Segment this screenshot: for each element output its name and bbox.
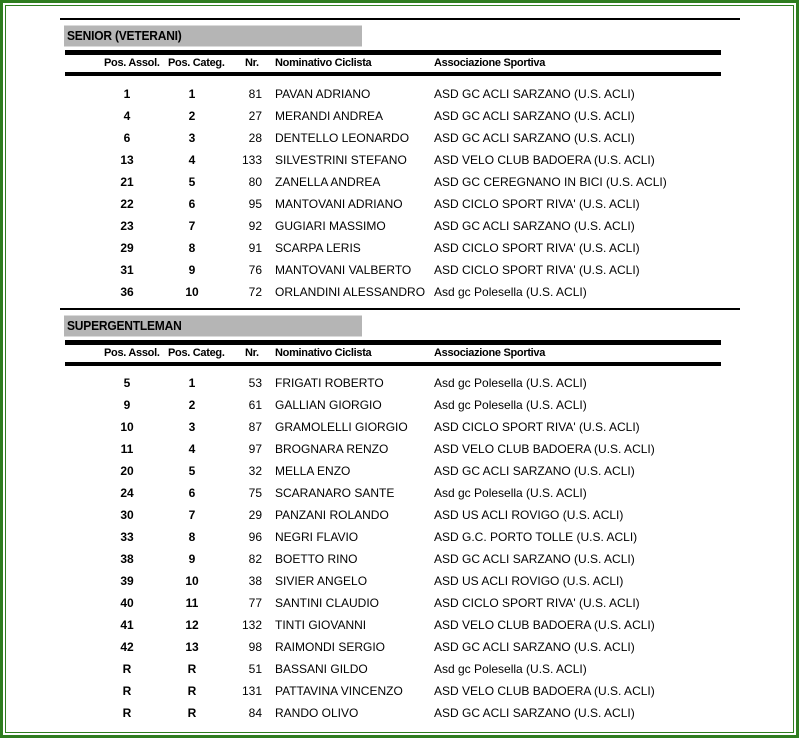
cell-name: GUGIARI MASSIMO xyxy=(275,219,386,233)
cell-pos-assol: 13 xyxy=(120,153,134,167)
cell-pos-categ: 12 xyxy=(185,618,199,632)
cell-nr: 75 xyxy=(248,486,262,500)
cell-pos-categ: 6 xyxy=(188,486,196,500)
cell-pos-assol: 5 xyxy=(123,376,131,390)
section-title: SENIOR (VETERANI) xyxy=(64,26,362,47)
cell-nr: 92 xyxy=(248,219,262,233)
cell-pos-assol: 42 xyxy=(120,640,134,654)
cell-nr: 53 xyxy=(248,376,262,390)
cell-pos-categ: 9 xyxy=(188,552,196,566)
cell-club: ASD CICLO SPORT RIVA' (U.S. ACLI) xyxy=(434,420,640,434)
cell-name: SANTINI CLAUDIO xyxy=(275,596,380,610)
cell-nr: 61 xyxy=(248,398,262,412)
cell-nr: 27 xyxy=(248,109,262,123)
cell-nr: 82 xyxy=(248,552,262,566)
cell-name: SILVESTRINI STEFANO xyxy=(275,153,407,167)
cell-pos-categ: 9 xyxy=(188,263,196,277)
cell-pos-categ: 5 xyxy=(188,464,196,478)
cell-pos-assol: 21 xyxy=(120,175,134,189)
cell-pos-assol: 11 xyxy=(120,442,134,456)
cell-name: GRAMOLELLI GIORGIO xyxy=(275,420,408,434)
table-row xyxy=(60,636,740,658)
table-row xyxy=(60,680,740,702)
header-bar-bottom xyxy=(65,362,721,366)
cell-club: ASD GC ACLI SARZANO (U.S. ACLI) xyxy=(434,109,635,123)
cell-pos-categ: 3 xyxy=(188,420,196,434)
table-row xyxy=(60,237,740,259)
cell-pos-categ: 6 xyxy=(188,197,196,211)
table-row xyxy=(60,215,740,237)
cell-name: PANZANI ROLANDO xyxy=(275,508,389,522)
cell-name: MANTOVANI VALBERTO xyxy=(275,263,412,277)
cell-name: TINTI GIOVANNI xyxy=(275,618,367,632)
cell-name: ORLANDINI ALESSANDRO xyxy=(275,285,426,299)
cell-pos-categ: 13 xyxy=(185,640,199,654)
header-bar-top xyxy=(65,340,721,345)
col-header-pos-assol: Pos. Assol. xyxy=(104,57,160,69)
cell-name: BASSANI GILDO xyxy=(275,662,368,676)
cell-pos-categ: 8 xyxy=(188,241,196,255)
cell-pos-assol: 1 xyxy=(123,87,131,101)
cell-pos-assol: 38 xyxy=(120,552,134,566)
cell-name: RANDO OLIVO xyxy=(275,706,359,720)
table-row xyxy=(60,570,740,592)
table-row xyxy=(60,193,740,215)
cell-pos-assol: 9 xyxy=(123,398,131,412)
cell-nr: 29 xyxy=(248,508,262,522)
cell-pos-categ: 7 xyxy=(188,219,196,233)
cell-pos-categ: 2 xyxy=(188,109,196,123)
cell-nr: 77 xyxy=(248,596,262,610)
cell-club: ASD CICLO SPORT RIVA' (U.S. ACLI) xyxy=(434,197,640,211)
cell-pos-assol: 22 xyxy=(120,197,134,211)
cell-pos-assol: 41 xyxy=(120,618,134,632)
table-row xyxy=(60,171,740,193)
cell-club: ASD GC ACLI SARZANO (U.S. ACLI) xyxy=(434,87,635,101)
cell-pos-assol: R xyxy=(122,706,132,720)
cell-club: ASD GC ACLI SARZANO (U.S. ACLI) xyxy=(434,131,635,145)
cell-nr: 51 xyxy=(248,662,262,676)
cell-name: FRIGATI ROBERTO xyxy=(275,376,384,390)
col-header-nr: Nr. xyxy=(245,347,259,359)
cell-nr: 96 xyxy=(248,530,262,544)
section-title: SUPERGENTLEMAN xyxy=(64,316,362,337)
cell-pos-categ: 10 xyxy=(185,285,199,299)
cell-name: MANTOVANI ADRIANO xyxy=(275,197,403,211)
col-header-nr: Nr. xyxy=(245,57,259,69)
cell-club: ASD VELO CLUB BADOERA (U.S. ACLI) xyxy=(434,153,655,167)
cell-pos-assol: 40 xyxy=(120,596,134,610)
cell-name: DENTELLO LEONARDO xyxy=(275,131,410,145)
section-senior xyxy=(60,26,740,306)
cell-club: Asd gc Polesella (U.S. ACLI) xyxy=(434,285,587,299)
cell-club: ASD US ACLI ROVIGO (U.S. ACLI) xyxy=(434,508,624,522)
cell-club: Asd gc Polesella (U.S. ACLI) xyxy=(434,376,587,390)
cell-pos-assol: 39 xyxy=(120,574,134,588)
cell-pos-categ: 1 xyxy=(188,376,196,390)
cell-nr: 131 xyxy=(241,684,262,698)
table-row xyxy=(60,548,740,570)
cell-pos-assol: 23 xyxy=(120,219,134,233)
cell-nr: 76 xyxy=(248,263,262,277)
cell-pos-assol: 10 xyxy=(120,420,134,434)
cell-pos-categ: 10 xyxy=(185,574,199,588)
table-row xyxy=(60,592,740,614)
col-header-club: Associazione Sportiva xyxy=(434,347,546,359)
table-row xyxy=(60,482,740,504)
cell-pos-categ: R xyxy=(187,684,197,698)
cell-name: NEGRI FLAVIO xyxy=(275,530,359,544)
cell-pos-categ: 7 xyxy=(188,508,196,522)
table-row xyxy=(60,105,740,127)
cell-pos-categ: 1 xyxy=(188,87,196,101)
cell-nr: 84 xyxy=(248,706,262,720)
cell-club: ASD CICLO SPORT RIVA' (U.S. ACLI) xyxy=(434,241,640,255)
table-row xyxy=(60,526,740,548)
cell-pos-assol: R xyxy=(122,684,132,698)
top-rule xyxy=(60,18,740,20)
cell-nr: 133 xyxy=(241,153,262,167)
cell-name: MERANDI ANDREA xyxy=(275,109,384,123)
cell-nr: 38 xyxy=(248,574,262,588)
cell-club: Asd gc Polesella (U.S. ACLI) xyxy=(434,486,587,500)
cell-pos-assol: 20 xyxy=(120,464,134,478)
cell-club: ASD G.C. PORTO TOLLE (U.S. ACLI) xyxy=(434,530,638,544)
cell-pos-assol: 36 xyxy=(120,285,134,299)
col-header-name: Nominativo Ciclista xyxy=(275,347,372,359)
cell-club: ASD US ACLI ROVIGO (U.S. ACLI) xyxy=(434,574,624,588)
table-row xyxy=(60,504,740,526)
col-header-pos-categ: Pos. Categ. xyxy=(168,57,225,69)
table-row xyxy=(60,702,740,724)
cell-club: ASD GC ACLI SARZANO (U.S. ACLI) xyxy=(434,219,635,233)
cell-nr: 132 xyxy=(241,618,262,632)
table-row xyxy=(60,460,740,482)
table-row xyxy=(60,149,740,171)
table-row xyxy=(60,281,740,303)
cell-name: MELLA ENZO xyxy=(275,464,351,478)
cell-pos-assol: 24 xyxy=(120,486,134,500)
cell-name: PAVAN ADRIANO xyxy=(275,87,371,101)
mid-rule xyxy=(60,308,740,310)
cell-nr: 95 xyxy=(248,197,262,211)
cell-club: Asd gc Polesella (U.S. ACLI) xyxy=(434,398,587,412)
cell-pos-assol: 30 xyxy=(120,508,134,522)
cell-club: ASD CICLO SPORT RIVA' (U.S. ACLI) xyxy=(434,596,640,610)
cell-name: GALLIAN GIORGIO xyxy=(275,398,382,412)
cell-pos-categ: 4 xyxy=(188,153,196,167)
cell-pos-assol: 4 xyxy=(123,109,131,123)
cell-pos-categ: 11 xyxy=(185,596,199,610)
cell-club: ASD GC ACLI SARZANO (U.S. ACLI) xyxy=(434,640,635,654)
cell-pos-assol: R xyxy=(122,662,132,676)
col-header-pos-assol: Pos. Assol. xyxy=(104,347,160,359)
table-row xyxy=(60,394,740,416)
cell-nr: 72 xyxy=(248,285,262,299)
cell-club: ASD CICLO SPORT RIVA' (U.S. ACLI) xyxy=(434,263,640,277)
cell-pos-categ: 8 xyxy=(188,530,196,544)
cell-name: ZANELLA ANDREA xyxy=(275,175,381,189)
header-bar-top xyxy=(65,50,721,55)
cell-club: ASD GC CEREGNANO IN BICI (U.S. ACLI) xyxy=(434,175,667,189)
cell-pos-assol: 29 xyxy=(120,241,134,255)
table-row xyxy=(60,372,740,394)
table-row xyxy=(60,416,740,438)
cell-nr: 97 xyxy=(248,442,262,456)
cell-club: ASD VELO CLUB BADOERA (U.S. ACLI) xyxy=(434,618,655,632)
cell-nr: 91 xyxy=(248,241,262,255)
cell-pos-categ: R xyxy=(187,706,197,720)
cell-nr: 80 xyxy=(248,175,262,189)
cell-nr: 98 xyxy=(248,640,262,654)
cell-name: BROGNARA RENZO xyxy=(275,442,389,456)
header-bar-bottom xyxy=(65,72,721,76)
cell-nr: 81 xyxy=(248,87,262,101)
cell-club: ASD GC ACLI SARZANO (U.S. ACLI) xyxy=(434,552,635,566)
cell-pos-assol: 31 xyxy=(120,263,134,277)
cell-club: ASD VELO CLUB BADOERA (U.S. ACLI) xyxy=(434,684,655,698)
section-supergentleman xyxy=(60,316,740,726)
table-row xyxy=(60,614,740,636)
cell-nr: 32 xyxy=(248,464,262,478)
cell-name: RAIMONDI SERGIO xyxy=(275,640,386,654)
table-row xyxy=(60,259,740,281)
cell-club: Asd gc Polesella (U.S. ACLI) xyxy=(434,662,587,676)
cell-club: ASD GC ACLI SARZANO (U.S. ACLI) xyxy=(434,464,635,478)
cell-name: SCARPA LERIS xyxy=(275,241,361,255)
table-row xyxy=(60,438,740,460)
cell-pos-assol: 33 xyxy=(120,530,134,544)
col-header-club: Associazione Sportiva xyxy=(434,57,546,69)
cell-pos-categ: 3 xyxy=(188,131,196,145)
cell-name: SCARANARO SANTE xyxy=(275,486,395,500)
table-row xyxy=(60,83,740,105)
cell-club: ASD GC ACLI SARZANO (U.S. ACLI) xyxy=(434,706,635,720)
cell-pos-categ: 4 xyxy=(188,442,196,456)
cell-name: PATTAVINA VINCENZO xyxy=(275,684,403,698)
col-header-name: Nominativo Ciclista xyxy=(275,57,372,69)
cell-name: BOETTO RINO xyxy=(275,552,358,566)
table-row xyxy=(60,127,740,149)
table-row xyxy=(60,658,740,680)
cell-club: ASD VELO CLUB BADOERA (U.S. ACLI) xyxy=(434,442,655,456)
cell-nr: 28 xyxy=(248,131,262,145)
cell-pos-categ: 5 xyxy=(188,175,196,189)
cell-pos-categ: 2 xyxy=(188,398,196,412)
cell-name: SIVIER ANGELO xyxy=(275,574,368,588)
col-header-pos-categ: Pos. Categ. xyxy=(168,347,225,359)
cell-pos-assol: 6 xyxy=(123,131,131,145)
cell-nr: 87 xyxy=(248,420,262,434)
cell-pos-categ: R xyxy=(187,662,197,676)
